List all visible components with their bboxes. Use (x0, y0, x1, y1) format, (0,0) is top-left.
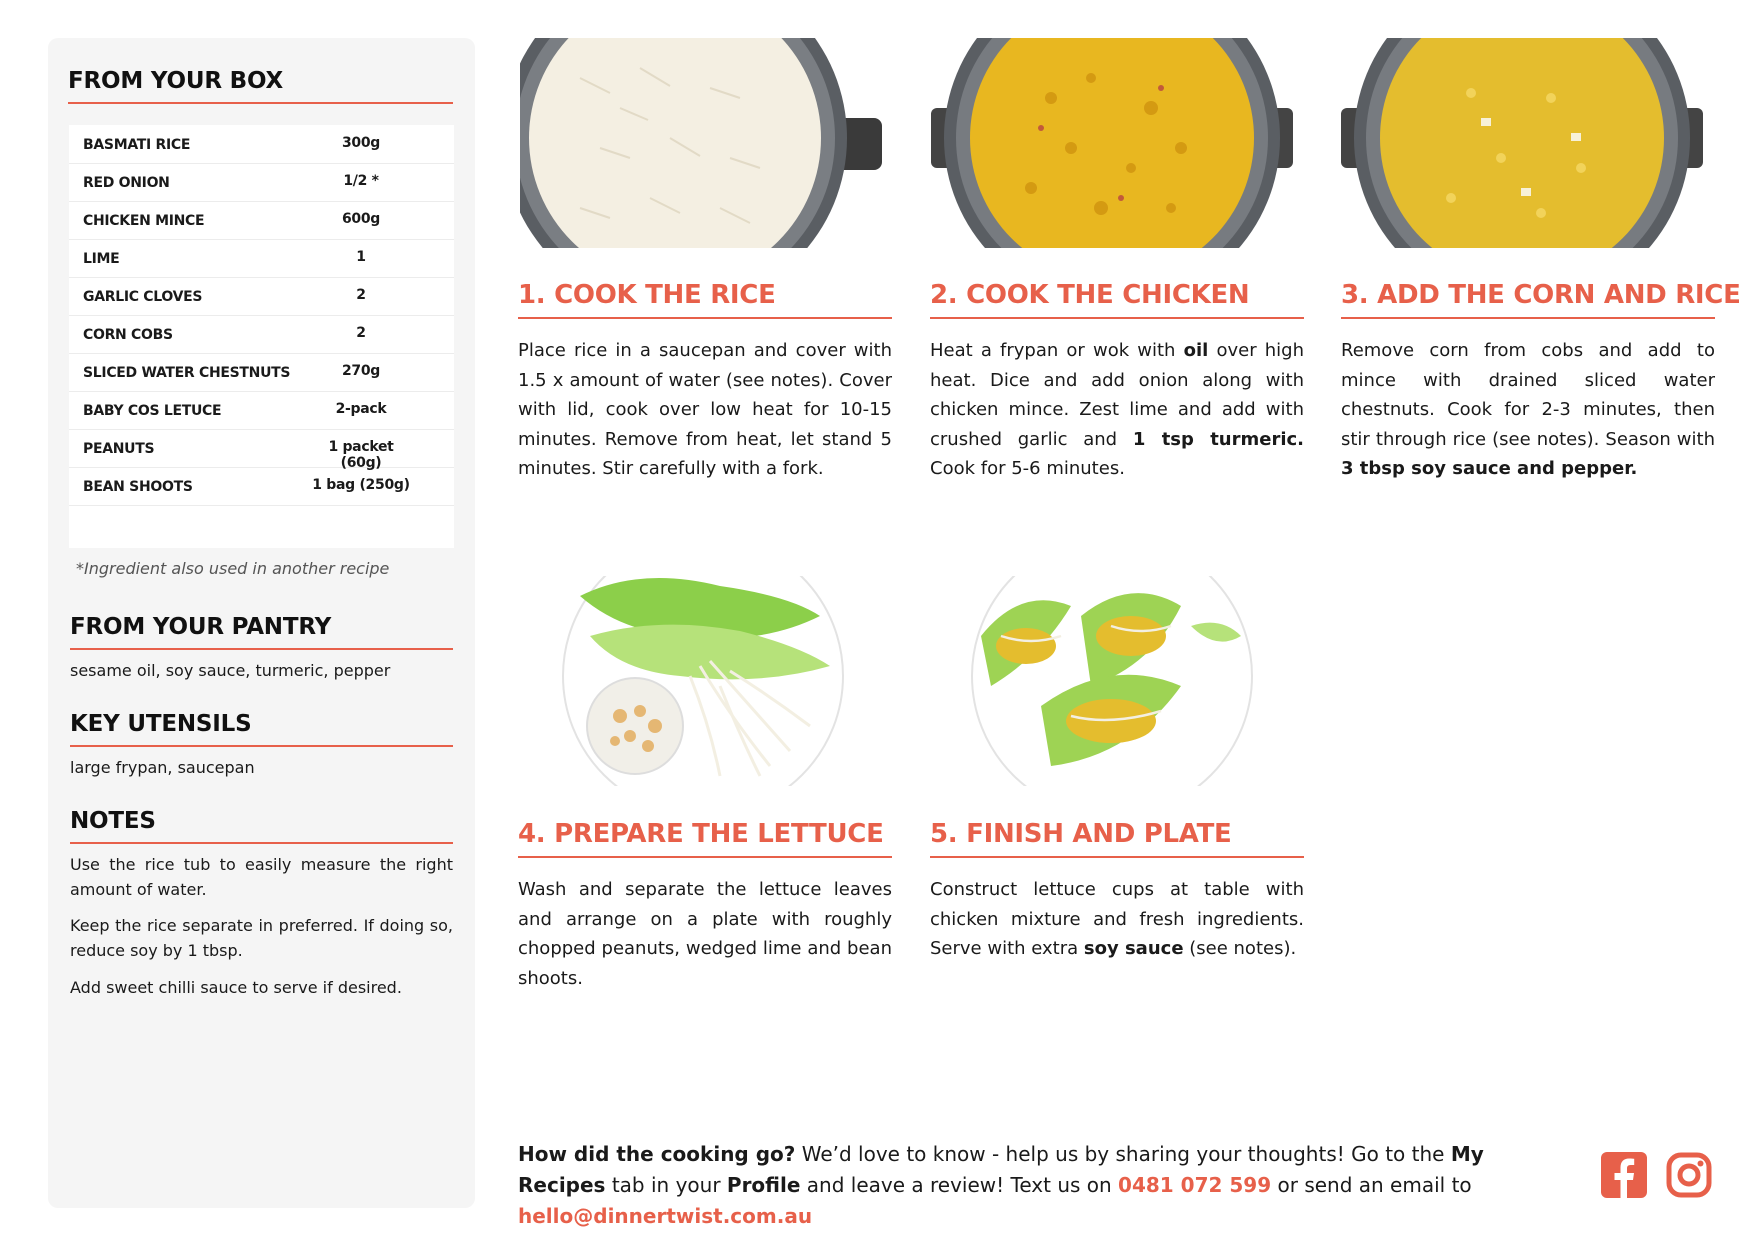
step-5-title: 5. FINISH AND PLATE (930, 819, 1304, 858)
ingredient-name: GARLIC CLOVES (83, 289, 203, 305)
step-body-text: (see notes). (1183, 938, 1297, 959)
footer-question: How did the cooking go? (518, 1142, 796, 1166)
step-body-emphasis: oil (1183, 340, 1209, 361)
ingredient-name: BASMATI RICE (83, 137, 191, 153)
step-2-title: 2. COOK THE CHICKEN (930, 280, 1304, 319)
step-4-body (518, 875, 892, 993)
ingredient-qty: 2 (356, 287, 366, 303)
finished-plate-image (961, 576, 1263, 786)
step-body-emphasis: soy sauce (1083, 938, 1184, 959)
footer-text: or send an email to (1271, 1173, 1472, 1197)
step-4-title: 4. PREPARE THE LETTUCE (518, 819, 892, 858)
step-5-body (930, 875, 1304, 964)
utensils-heading: KEY UTENSILS (70, 711, 453, 747)
step-2-body (930, 336, 1304, 484)
ingredient-row (69, 201, 454, 240)
ingredient-name: CORN COBS (83, 327, 173, 343)
ingredient-table (69, 125, 454, 548)
step-body-text: over high heat. Dice and add onion along with chicken mince. Zest lime and add with crushed garlic and (930, 340, 1304, 450)
feedback-footer (518, 1139, 1578, 1232)
footer-text: We’d love to know - help us by sharing your thoughts! Go to the (795, 1142, 1451, 1166)
ingredient-row (69, 353, 454, 392)
rice-pan-image (520, 38, 882, 248)
ingredient-row (69, 391, 454, 430)
ingredient-qty: 270g (341, 363, 381, 379)
profile-label: Profile (726, 1173, 801, 1197)
my-recipes-label: My Recipes (518, 1142, 1484, 1197)
ingredient-qty: 1/2 * (343, 173, 379, 189)
ingredient-row (69, 163, 454, 202)
ingredient-name: SLICED WATER CHESTNUTS (83, 365, 291, 381)
step-body-text: Remove corn from cobs and add to mince with drained sliced water chestnuts. Cook for 2-3 minutes, then stir through rice (see notes). Season with (1341, 340, 1715, 450)
note-item: Use the rice tub to easily measure the right amount of water. (70, 855, 453, 899)
ingredient-qty: 1 (356, 249, 366, 265)
note-item: Add sweet chilli sauce to serve if desired. (70, 978, 402, 997)
phone-number[interactable]: 0481 072 599 (1118, 1173, 1272, 1197)
sidebar-panel (48, 38, 475, 1208)
step-body-emphasis: 1 tsp turmeric. (1132, 428, 1305, 450)
step-body-text: Cook for 5-6 minutes. (930, 458, 1125, 479)
ingredient-qty: 600g (341, 211, 381, 227)
footer-text: and leave a review! Text us on (800, 1173, 1119, 1197)
email-link[interactable]: hello@dinnertwist.com.au (518, 1204, 813, 1228)
step-3-body (1341, 336, 1715, 484)
corn-rice-pan-image (1341, 38, 1703, 248)
ingredient-name: CHICKEN MINCE (83, 213, 205, 229)
note-item: Keep the rice separate in preferred. If doing so, reduce soy by 1 tbsp. (70, 916, 453, 960)
ingredient-name: LIME (83, 251, 120, 267)
pantry-heading: FROM YOUR PANTRY (70, 614, 453, 650)
step-body-emphasis: 3 tbsp soy sauce and pepper. (1341, 458, 1638, 479)
lettuce-plate-image (560, 576, 846, 786)
chicken-pan-image (931, 38, 1293, 248)
ingredient-name: RED ONION (83, 175, 170, 191)
ingredient-qty: 2-pack (335, 401, 387, 417)
step-body-text: Wash and separate the lettuce leaves and arrange on a plate with roughly chopped peanuts, wedged lime and bean shoots. (518, 879, 892, 989)
ingredient-row (69, 467, 454, 506)
step-1-title: 1. COOK THE RICE (518, 280, 892, 319)
ingredient-row (69, 315, 454, 354)
ingredient-qty: 300g (341, 135, 381, 151)
ingredient-row (69, 239, 454, 278)
box-heading: FROM YOUR BOX (68, 68, 453, 104)
step-body-text: Heat a frypan or wok with (930, 340, 1184, 361)
step-1-body (518, 336, 892, 484)
ingredient-row (69, 429, 454, 471)
ingredient-qty: 1 bag (250g) (312, 477, 410, 493)
ingredient-row (69, 125, 454, 164)
pantry-text: sesame oil, soy sauce, turmeric, pepper (70, 661, 391, 680)
ingredient-name: PEANUTS (83, 441, 155, 457)
step-3-title: 3. ADD THE CORN AND RICE (1341, 280, 1715, 319)
step-body-text: Place rice in a saucepan and cover with 1.5 x amount of water (see notes). Cover with lid, cook over low heat for 10-15 minutes. Remove from heat, let stand 5 minutes. Stir carefully with a fork. (518, 340, 892, 479)
step-body-text: Construct lettuce cups at table with chicken mixture and fresh ingredients. Serve with extra (930, 879, 1304, 959)
ingredient-row (69, 277, 454, 316)
footer-text: tab in your (605, 1173, 727, 1197)
ingredient-footnote: *Ingredient also used in another recipe (76, 559, 390, 578)
ingredient-qty: 2 (356, 325, 366, 341)
ingredient-name: BABY COS LETUCE (83, 403, 222, 419)
ingredient-qty: 1 packet (60g) (328, 439, 394, 471)
ingredient-name: BEAN SHOOTS (83, 479, 193, 495)
instagram-icon[interactable] (1666, 1152, 1712, 1198)
utensils-text: large frypan, saucepan (70, 758, 255, 777)
notes-heading: NOTES (70, 808, 453, 844)
facebook-icon[interactable] (1601, 1152, 1647, 1198)
